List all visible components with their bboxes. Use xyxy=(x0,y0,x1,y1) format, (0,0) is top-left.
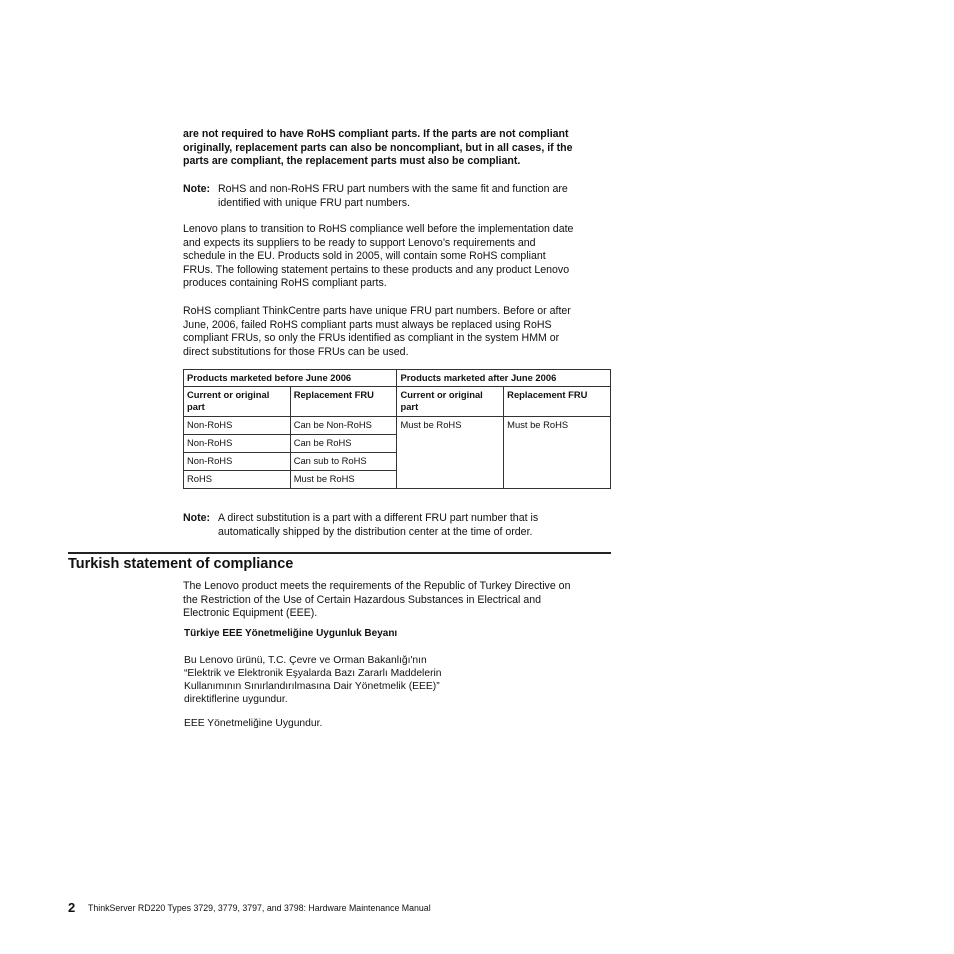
rohs-replacement-table xyxy=(183,369,611,489)
paragraph-line: the Restriction of the Use of Certain Hazardous Substances in Electrical and xyxy=(183,593,542,606)
turkish-line: “Elektrik ve Elektronik Eşyalarda Bazı Zararlı Maddelerin xyxy=(184,668,442,679)
paragraph-line: The Lenovo product meets the requirements of the Republic of Turkey Directive on xyxy=(183,580,571,592)
table-cell: Non-RoHS xyxy=(184,435,291,453)
turkish-declaration-text xyxy=(184,654,514,706)
table-row xyxy=(184,417,611,435)
turkish-line: Bu Lenovo ürünü, T.C. Çevre ve Orman Bakanlığı'nın xyxy=(184,655,427,666)
column-header-replacement-fru: Replacement FRU xyxy=(290,387,397,417)
header-after-june-2006: Products marketed after June 2006 xyxy=(397,370,611,387)
intro-bold-paragraph xyxy=(183,128,611,169)
table-cell: Must be RoHS xyxy=(290,471,397,489)
note-label: Note: xyxy=(183,183,211,195)
paragraph-line: June, 2006, failed RoHS compliant parts must always be replaced using RoHS xyxy=(183,318,552,331)
column-header-replacement-fru: Replacement FRU xyxy=(504,387,611,417)
table-cell: Non-RoHS xyxy=(184,453,291,471)
paragraph-line: Lenovo plans to transition to RoHS compliance well before the implementation date xyxy=(183,223,574,235)
turkish-line: direktiflerine uygundur. xyxy=(184,694,288,705)
section-divider xyxy=(68,552,611,554)
intro-line: are not required to have RoHS compliant parts. If the parts are not compliant xyxy=(183,128,569,140)
paragraph-line: and expects its suppliers to be ready to support Lenovo’s requirements and xyxy=(183,236,536,249)
table-cell: Non-RoHS xyxy=(184,417,291,435)
note-body xyxy=(218,183,611,210)
paragraph-line: direct substitutions for those FRUs can be used. xyxy=(183,345,409,358)
table-cell: Must be RoHS xyxy=(504,417,611,489)
intro-line: parts are compliant, the replacement parts must also be compliant. xyxy=(183,155,521,167)
table-cell: Can sub to RoHS xyxy=(290,453,397,471)
table-cell: RoHS xyxy=(184,471,291,489)
note-rohs-part-numbers xyxy=(183,183,611,210)
note-label: Note: xyxy=(183,512,211,524)
note-line: A direct substitution is a part with a different FRU part number that is xyxy=(218,512,539,524)
note-line: RoHS and non-RoHS FRU part numbers with the same fit and function are xyxy=(218,183,568,195)
paragraph-line: schedule in the EU. Products sold in 2005, will contain some RoHS compliant xyxy=(183,250,546,262)
paragraph-line: produces containing RoHS compliant parts. xyxy=(183,277,387,289)
paragraph-line: Electronic Equipment (EEE). xyxy=(183,607,318,619)
turkey-directive-paragraph xyxy=(183,580,611,621)
table-cell: Can be Non-RoHS xyxy=(290,417,397,435)
column-header-current-part: Current or original part xyxy=(397,387,504,417)
section-title: Turkish statement of compliance xyxy=(68,556,294,572)
note-line: identified with unique FRU part numbers. xyxy=(218,196,410,209)
note-direct-substitution xyxy=(183,512,611,539)
paragraph-line: compliant FRUs, so only the FRUs identified as compliant in the system HMM or xyxy=(183,332,560,344)
turkish-line: Kullanımının Sınırlandırılmasına Dair Yönetmelik (EEE)” xyxy=(184,681,440,692)
page-number: 2 xyxy=(68,900,76,915)
intro-line: originally, replacement parts can also be noncompliant, but in all cases, if the xyxy=(183,141,573,154)
note-body xyxy=(218,512,611,539)
paragraph-thinkcentre xyxy=(183,305,611,359)
column-header-current-part: Current or original part xyxy=(184,387,291,417)
note-line: automatically shipped by the distribution center at the time of order. xyxy=(218,525,533,538)
table-cell: Must be RoHS xyxy=(397,417,504,489)
footer-title: ThinkServer RD220 Types 3729, 3779, 3797, and 3798: Hardware Maintenance Manual xyxy=(88,903,431,913)
paragraph-transition xyxy=(183,223,611,291)
paragraph-line: FRUs. The following statement pertains to these products and any product Lenovo xyxy=(183,263,570,276)
turkish-conformity-line: EEE Yönetmeliğine Uygundur. xyxy=(184,718,323,729)
table-cell: Can be RoHS xyxy=(290,435,397,453)
turkish-declaration-heading: Türkiye EEE Yönetmeliğine Uygunluk Beyanı xyxy=(184,628,398,639)
header-before-june-2006: Products marketed before June 2006 xyxy=(184,370,397,387)
paragraph-line: RoHS compliant ThinkCentre parts have unique FRU part numbers. Before or after xyxy=(183,305,571,317)
